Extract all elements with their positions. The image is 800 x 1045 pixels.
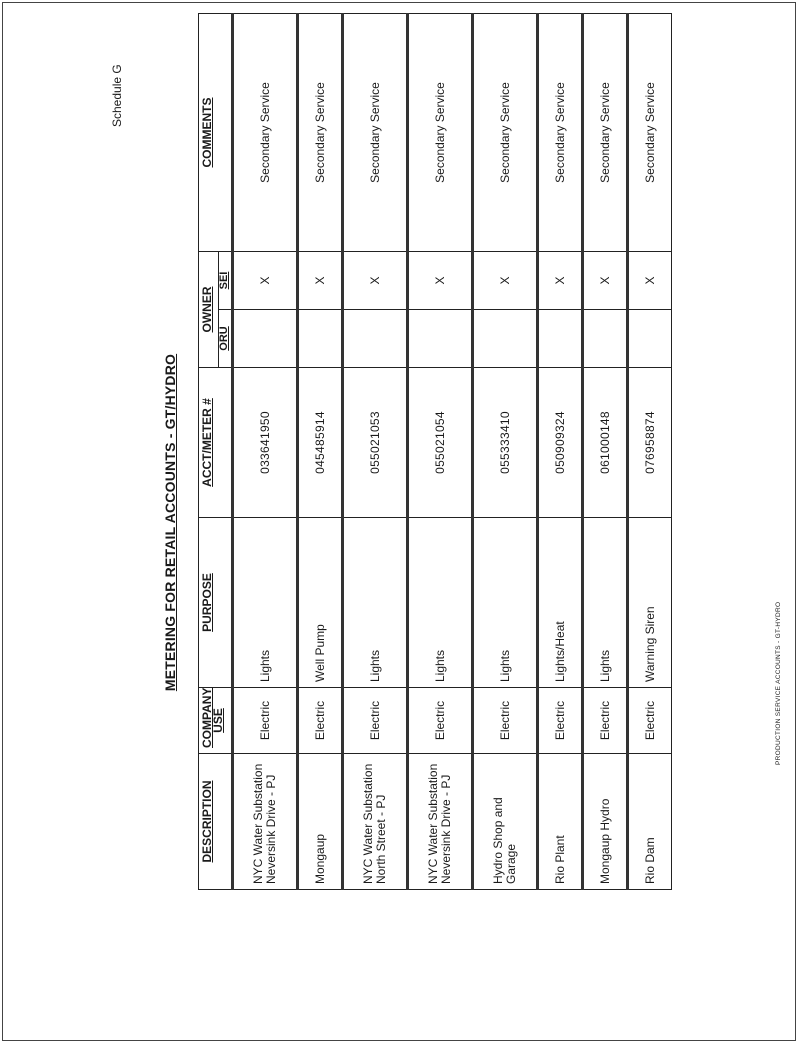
cell-description: Rio Dam xyxy=(628,754,672,890)
cell-sei: X xyxy=(473,252,538,310)
cell-description: Mongaup Hydro xyxy=(583,754,628,890)
cell-purpose: Lights xyxy=(343,518,408,688)
cell-purpose: Lights xyxy=(583,518,628,688)
cell-acct-meter: 045485914 xyxy=(298,368,343,518)
cell-acct-meter: 050909324 xyxy=(538,368,583,518)
cell-acct-meter: 055021054 xyxy=(408,368,473,518)
cell-company-use: Electric xyxy=(628,688,672,754)
cell-company-use: Electric xyxy=(538,688,583,754)
cell-description: Hydro Shop and Garage xyxy=(473,754,538,890)
cell-oru xyxy=(473,310,538,368)
cell-oru xyxy=(233,310,298,368)
col-header-description: DESCRIPTION xyxy=(199,754,233,890)
cell-purpose: Well Pump xyxy=(298,518,343,688)
cell-oru xyxy=(408,310,473,368)
cell-comments: Secondary Service xyxy=(408,14,473,252)
cell-purpose: Lights xyxy=(233,518,298,688)
col-header-comments: COMMENTS xyxy=(199,14,233,252)
cell-purpose: Lights/Heat xyxy=(538,518,583,688)
cell-sei: X xyxy=(538,252,583,310)
cell-comments: Secondary Service xyxy=(538,14,583,252)
cell-company-use: Electric xyxy=(408,688,473,754)
cell-comments: Secondary Service xyxy=(583,14,628,252)
cell-description: Mongaup xyxy=(298,754,343,890)
cell-oru xyxy=(298,310,343,368)
table-row xyxy=(628,14,672,890)
col-header-sei: SEI xyxy=(219,252,233,310)
cell-comments: Secondary Service xyxy=(628,14,672,252)
table-row xyxy=(343,14,408,890)
cell-comments: Secondary Service xyxy=(233,14,298,252)
cell-description: NYC Water Substation Neversink Drive - PJ xyxy=(233,754,298,890)
col-header-oru: ORU xyxy=(219,310,233,368)
col-header-acct-meter: ACCT/METER # xyxy=(199,368,233,518)
table-row xyxy=(473,14,538,890)
cell-purpose: Warning Siren xyxy=(628,518,672,688)
cell-sei: X xyxy=(583,252,628,310)
cell-company-use: Electric xyxy=(343,688,408,754)
footer-note: PRODUCTION SERVICE ACCOUNTS - GT-HYDRO xyxy=(775,601,782,765)
cell-company-use: Electric xyxy=(583,688,628,754)
cell-acct-meter: 076958874 xyxy=(628,368,672,518)
cell-purpose: Lights xyxy=(473,518,538,688)
cell-comments: Secondary Service xyxy=(343,14,408,252)
cell-sei: X xyxy=(298,252,343,310)
cell-sei: X xyxy=(343,252,408,310)
cell-oru xyxy=(583,310,628,368)
col-header-company-use: COMPANY USE xyxy=(199,688,233,754)
cell-oru xyxy=(343,310,408,368)
cell-purpose: Lights xyxy=(408,518,473,688)
cell-sei: X xyxy=(408,252,473,310)
cell-sei: X xyxy=(628,252,672,310)
cell-company-use: Electric xyxy=(233,688,298,754)
cell-description: Rio Plant xyxy=(538,754,583,890)
table-row xyxy=(298,14,343,890)
cell-description: NYC Water Substation Neversink Drive - PJ xyxy=(408,754,473,890)
cell-comments: Secondary Service xyxy=(298,14,343,252)
cell-acct-meter: 033641950 xyxy=(233,368,298,518)
col-header-purpose: PURPOSE xyxy=(199,518,233,688)
cell-company-use: Electric xyxy=(473,688,538,754)
cell-comments: Secondary Service xyxy=(473,14,538,252)
cell-acct-meter: 055021053 xyxy=(343,368,408,518)
table-row xyxy=(583,14,628,890)
cell-acct-meter: 055333410 xyxy=(473,368,538,518)
cell-oru xyxy=(538,310,583,368)
schedule-label: Schedule G xyxy=(110,64,124,127)
cell-sei: X xyxy=(233,252,298,310)
cell-description: NYC Water Substation North Street - PJ xyxy=(343,754,408,890)
table-row xyxy=(538,14,583,890)
metering-table xyxy=(198,13,672,890)
cell-company-use: Electric xyxy=(298,688,343,754)
table-row xyxy=(233,14,298,890)
cell-acct-meter: 061000148 xyxy=(583,368,628,518)
cell-oru xyxy=(628,310,672,368)
page-title: METERING FOR RETAIL ACCOUNTS - GT/HYDRO xyxy=(162,353,178,692)
table-row xyxy=(408,14,473,890)
col-header-owner: OWNER xyxy=(199,252,219,368)
